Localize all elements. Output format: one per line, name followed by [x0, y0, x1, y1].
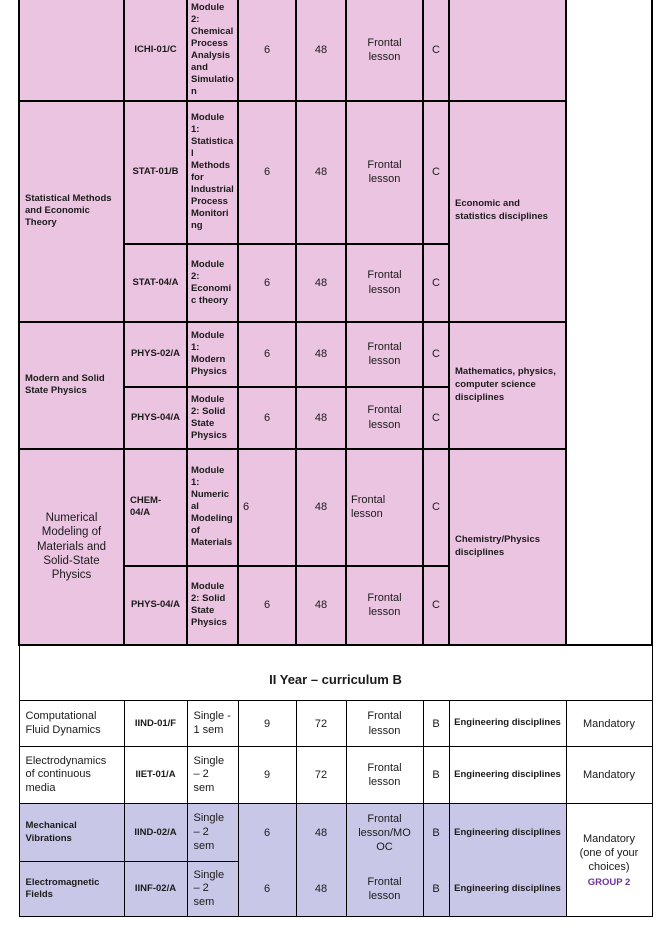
duration-cell: Single - 1 sem [187, 701, 238, 747]
activity-type-cell: B [423, 701, 449, 747]
lesson-type-cell: Frontal lesson/MOOC [346, 804, 423, 862]
credits-cell: 6 [238, 862, 296, 917]
discipline-cell: Engineering disciplines [449, 747, 566, 804]
hours-cell: 72 [296, 701, 346, 747]
lesson-type-cell: Frontal lesson [346, 566, 423, 645]
table-row [19, 747, 652, 804]
course-code-cell: PHYS-02/A [124, 322, 187, 387]
lesson-type-cell: Frontal lesson [346, 701, 423, 747]
credits-cell: 6 [238, 804, 296, 862]
course-name-cell: Computational Fluid Dynamics [19, 701, 124, 747]
credits-cell: 9 [238, 701, 296, 747]
duration-cell: Single – 2 sem [187, 804, 238, 862]
lesson-type-cell: Frontal lesson [346, 862, 423, 917]
module-cell: Module 1: Statistical Methods for Industrial Process Monitoring [187, 101, 238, 244]
notes-column-cell [566, 0, 652, 645]
course-code-cell: IINF-02/A [124, 862, 187, 917]
hours-cell: 48 [296, 566, 346, 645]
activity-type-cell: C [423, 566, 449, 645]
hours-cell: 72 [296, 747, 346, 804]
discipline-cell [449, 0, 566, 101]
credits-cell: 6 [238, 322, 296, 387]
credits-cell: 9 [238, 747, 296, 804]
course-code-cell: CHEM-04/A [124, 449, 187, 566]
note-cell: Mandatory [566, 701, 652, 747]
credits-cell: 6 [238, 387, 296, 449]
discipline-cell: Economic and statistics disciplines [449, 101, 566, 322]
activity-type-cell: C [423, 387, 449, 449]
lesson-type-cell: Frontal lesson [346, 747, 423, 804]
course-name-cell: Mechanical Vibrations [19, 804, 124, 862]
activity-type-cell: C [423, 322, 449, 387]
module-cell: Module 2: Solid State Physics [187, 566, 238, 645]
activity-type-cell: C [423, 449, 449, 566]
course-name-cell: Electrodynamics of continuous media [19, 747, 124, 804]
activity-type-cell: B [423, 804, 449, 862]
course-code-cell: IIND-01/F [124, 701, 187, 747]
table-row [19, 804, 652, 862]
course-name-cell: Statistical Methods and Economic Theory [19, 101, 124, 322]
table-row [19, 101, 652, 244]
credits-cell: 6 [238, 0, 296, 101]
course-name-cell [19, 0, 124, 101]
course-code-cell: STAT-04/A [124, 244, 187, 322]
course-name-cell: Modern and Solid State Physics [19, 322, 124, 449]
lesson-type-cell: Frontal lesson [346, 387, 423, 449]
hours-cell: 48 [296, 804, 346, 862]
hours-cell: 48 [296, 101, 346, 244]
hours-cell: 48 [296, 387, 346, 449]
year-section-header: II Year – curriculum B [19, 645, 652, 701]
course-code-cell: STAT-01/B [124, 101, 187, 244]
table-row [19, 322, 652, 387]
table-row [19, 862, 652, 917]
discipline-cell: Engineering disciplines [449, 701, 566, 747]
table-row [19, 0, 652, 101]
table-row [19, 449, 652, 566]
lesson-type-cell: Frontal lesson [346, 244, 423, 322]
section-header-row [19, 645, 652, 701]
course-code-cell: IIND-02/A [124, 804, 187, 862]
note-cell [566, 804, 652, 917]
activity-type-cell: B [423, 747, 449, 804]
credits-cell: 6 [238, 566, 296, 645]
hours-cell: 48 [296, 322, 346, 387]
discipline-cell: Mathematics, physics, computer science disciplines [449, 322, 566, 449]
discipline-cell: Engineering disciplines [449, 804, 566, 862]
credits-cell: 6 [238, 101, 296, 244]
curriculum-table [18, 0, 653, 917]
duration-cell: Single – 2 sem [187, 747, 238, 804]
course-code-cell: PHYS-04/A [124, 387, 187, 449]
course-code-cell: IIET-01/A [124, 747, 187, 804]
course-name-cell: Electromagnetic Fields [19, 862, 124, 917]
credits-cell: 6 [238, 244, 296, 322]
activity-type-cell: C [423, 0, 449, 101]
lesson-type-cell: Frontal lesson [346, 322, 423, 387]
course-name-cell: Numerical Modeling of Materials and Solid-State Physics [19, 449, 124, 645]
module-cell: Module 2: Chemical Process Analysis and Simulation [187, 0, 238, 101]
lesson-type-cell: Frontal lesson [346, 449, 423, 566]
discipline-cell: Chemistry/Physics disciplines [449, 449, 566, 645]
module-cell: Module 2: Economic theory [187, 244, 238, 322]
hours-cell: 48 [296, 449, 346, 566]
table-row [19, 701, 652, 747]
activity-type-cell: C [423, 101, 449, 244]
mandatory-choice-note: Mandatory (one of your choices) [579, 832, 639, 874]
module-cell: Module 1: Numerical Modeling of Materials [187, 449, 238, 566]
group-label: GROUP 2 [587, 876, 631, 888]
hours-cell: 48 [296, 0, 346, 101]
note-cell: Mandatory [566, 747, 652, 804]
hours-cell: 48 [296, 862, 346, 917]
course-code-cell: ICHI-01/C [124, 0, 187, 101]
hours-cell: 48 [296, 244, 346, 322]
lesson-type-cell: Frontal lesson [346, 0, 423, 101]
module-cell: Module 1: Modern Physics [187, 322, 238, 387]
duration-cell: Single – 2 sem [187, 862, 238, 917]
discipline-cell: Engineering disciplines [449, 862, 566, 917]
module-cell: Module 2: Solid State Physics [187, 387, 238, 449]
activity-type-cell: C [423, 244, 449, 322]
activity-type-cell: B [423, 862, 449, 917]
course-code-cell: PHYS-04/A [124, 566, 187, 645]
credits-cell: 6 [238, 449, 296, 566]
lesson-type-cell: Frontal lesson [346, 101, 423, 244]
